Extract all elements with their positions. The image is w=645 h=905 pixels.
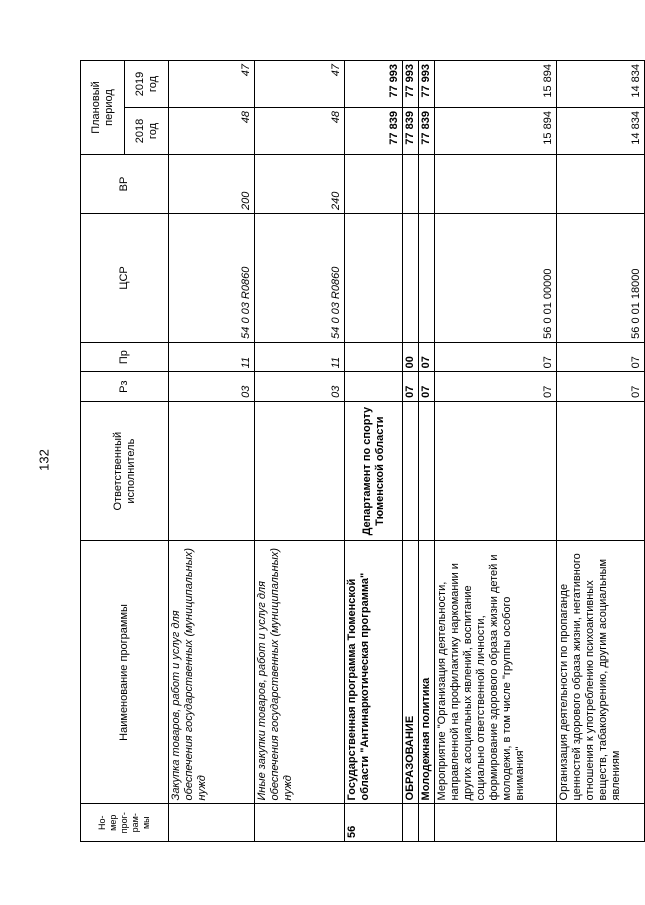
row-csr: [419, 214, 435, 343]
header-responsible: Ответственный исполнитель: [81, 401, 169, 541]
row-name: Иные закупки товаров, работ и услуг для обеспечения государственных (муниципальных) нужд: [255, 541, 345, 804]
header-pr: Пр: [81, 342, 169, 372]
row-num: [169, 804, 255, 842]
row-rz: 03: [169, 372, 255, 402]
row-rz: 07: [435, 372, 557, 402]
row-csr: 54 0 03 R0860: [169, 214, 255, 343]
row-vr: 200: [169, 155, 255, 214]
row-2018: 48: [169, 108, 255, 155]
table-row: [403, 61, 419, 842]
row-name: Закупка товаров, работ и услуг для обеспечения государственных (муниципальных) нужд: [169, 541, 255, 804]
row-vr: [435, 155, 557, 214]
table-row: [169, 61, 255, 842]
row-num: [403, 804, 419, 842]
row-2018: 77 839: [403, 108, 419, 155]
row-2018: 48: [255, 108, 345, 155]
header-rz: Рз: [81, 372, 169, 402]
row-2018: 77 839: [419, 108, 435, 155]
header-2019: 2019 год: [125, 61, 169, 108]
page-number: 132: [36, 449, 52, 471]
budget-table-rotated: [80, 60, 640, 842]
row-csr: 56 0 01 18000: [557, 214, 645, 343]
row-responsible: Департамент по спорту Тюменской области: [345, 401, 403, 541]
row-csr: [345, 214, 403, 343]
row-rz: 03: [255, 372, 345, 402]
row-name: Организация деятельности по пропаганде ценностей здорового образа жизни, негативного отношения к употреблению психоактивных веществ, табакокурению, другим асоциальным явлениям: [557, 541, 645, 804]
row-responsible: [557, 401, 645, 541]
table-row: [557, 61, 645, 842]
row-name: ОБРАЗОВАНИЕ: [403, 541, 419, 804]
row-num: [435, 804, 557, 842]
row-num: 56: [345, 804, 403, 842]
row-csr: [403, 214, 419, 343]
row-responsible: [403, 401, 419, 541]
row-pr: 07: [435, 342, 557, 372]
table-row: [419, 61, 435, 842]
row-responsible: [255, 401, 345, 541]
table-row: [435, 61, 557, 842]
row-vr: 240: [255, 155, 345, 214]
row-num: [557, 804, 645, 842]
header-plan-period: Плановый период: [81, 61, 125, 155]
row-csr: 54 0 03 R0860: [255, 214, 345, 343]
row-vr: [403, 155, 419, 214]
row-2019: 47: [169, 61, 255, 108]
row-num: [255, 804, 345, 842]
row-name: Мероприятие "Организация деятельности, направленной на профилактику наркомании и других асоциальных явлений, воспитание социально ответственной личности, формирование здорового образа жизни детей и молодежи, в том числе "группы особого внимания": [435, 541, 557, 804]
header-row-1: [81, 61, 125, 842]
row-pr: 11: [169, 342, 255, 372]
row-rz: 07: [403, 372, 419, 402]
row-vr: [419, 155, 435, 214]
budget-table: [80, 60, 645, 842]
row-csr: 56 0 01 00000: [435, 214, 557, 343]
row-2019: 77 993: [403, 61, 419, 108]
row-pr: 00: [403, 342, 419, 372]
row-responsible: [169, 401, 255, 541]
row-2019: 77 993: [419, 61, 435, 108]
row-2019: 47: [255, 61, 345, 108]
row-pr: 07: [419, 342, 435, 372]
row-num: [419, 804, 435, 842]
row-name: Молодежная политика: [419, 541, 435, 804]
row-2018: 14 834: [557, 108, 645, 155]
row-rz: 07: [557, 372, 645, 402]
row-vr: [345, 155, 403, 214]
row-2019: 77 993: [345, 61, 403, 108]
row-responsible: [419, 401, 435, 541]
row-pr: 11: [255, 342, 345, 372]
row-2019: 14 834: [557, 61, 645, 108]
row-pr: [345, 342, 403, 372]
header-vr: ВР: [81, 155, 169, 214]
row-vr: [557, 155, 645, 214]
header-num: Но- мер прог- рам- мы: [81, 804, 169, 842]
row-rz: [345, 372, 403, 402]
row-2018: 15 894: [435, 108, 557, 155]
row-pr: 07: [557, 342, 645, 372]
table-row: [345, 61, 403, 842]
row-2019: 15 894: [435, 61, 557, 108]
row-name: Государственная программа Тюменской области "Антинаркотическая программа": [345, 541, 403, 804]
header-2018: 2018 год: [125, 108, 169, 155]
table-row: [255, 61, 345, 842]
row-responsible: [435, 401, 557, 541]
header-csr: ЦСР: [81, 214, 169, 343]
header-name: Наименование программы: [81, 541, 169, 804]
row-rz: 07: [419, 372, 435, 402]
row-2018: 77 839: [345, 108, 403, 155]
